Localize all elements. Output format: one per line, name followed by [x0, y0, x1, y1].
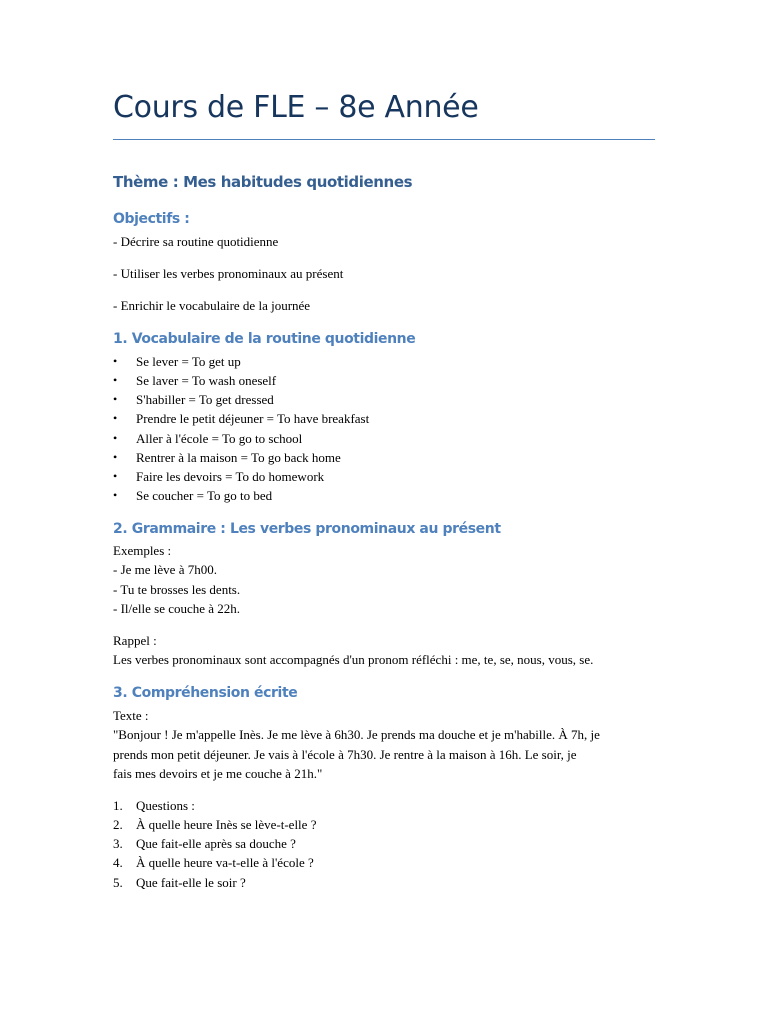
example-line: - Je me lève à 7h00.	[113, 562, 217, 578]
example-line: - Tu te brosses les dents.	[113, 581, 241, 597]
grammar-examples	[113, 541, 240, 618]
title-underline-rule	[113, 139, 655, 140]
examples-label: Exemples :	[113, 543, 172, 558]
reading-text-line: "Bonjour ! Je m'appelle Inès. Je me lève à 6h30. Je prends ma douche et je m'habille. À 7h, je	[113, 727, 600, 742]
theme-heading: Thème : Mes habitudes quotidiennes	[113, 173, 413, 191]
bullet-icon: •	[113, 430, 118, 445]
section1-heading: 1. Vocabulaire de la routine quotidienne	[113, 331, 416, 347]
objective-item: - Enrichir le vocabulaire de la journée	[113, 298, 311, 313]
section2-heading: 2. Grammaire : Les verbes pronominaux au présent	[113, 521, 501, 537]
bullet-icon: •	[113, 449, 118, 464]
reminder-label: Rappel :	[113, 633, 157, 648]
grammar-reminder	[113, 631, 593, 670]
list-number: 5.	[113, 874, 123, 890]
bullet-icon: •	[113, 354, 118, 368]
objective-item: - Utiliser les verbes pronominaux au présent	[113, 266, 344, 281]
bullet-icon: •	[113, 487, 118, 502]
objectives-heading: Objectifs :	[113, 211, 190, 227]
list-number: 2.	[113, 817, 123, 833]
objective-item: - Décrire sa routine quotidienne	[113, 234, 279, 249]
bullet-icon: •	[113, 411, 118, 426]
reading-text-line: prends mon petit déjeuner. Je vais à l'école à 7h30. Je rentre à la maison à 16h. Le soir, je	[113, 746, 577, 762]
list-number: 1.	[113, 798, 123, 813]
section3-heading: 3. Compréhension écrite	[113, 685, 298, 701]
list-number: 3.	[113, 836, 123, 852]
reminder-text: Les verbes pronominaux sont accompagnés d'un pronom réfléchi : me, te, se, nous, vous, se.	[113, 652, 594, 668]
reading-text	[113, 725, 655, 784]
text-label: Texte :	[113, 708, 149, 723]
bullet-icon: •	[113, 373, 118, 388]
list-number: 4.	[113, 855, 123, 871]
bullet-icon: •	[113, 392, 118, 407]
example-line: - Il/elle se couche à 22h.	[113, 600, 241, 616]
reading-text-line: fais mes devoirs et je me couche à 21h."	[113, 766, 323, 782]
bullet-icon: •	[113, 468, 118, 483]
document-title: Cours de FLE – 8e Année	[113, 90, 479, 125]
